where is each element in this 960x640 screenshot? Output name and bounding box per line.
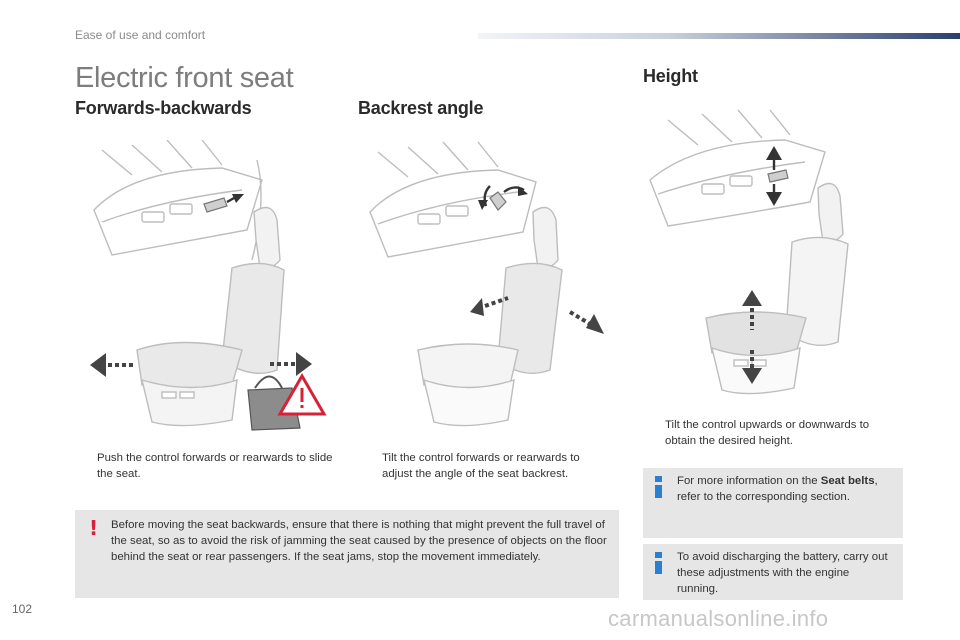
instruction-text: Tilt the control forwards or rearwards to adjust the angle of the seat backrest. <box>382 452 580 480</box>
instruction-backrest-angle <box>360 450 610 482</box>
control-switch <box>490 192 506 210</box>
info-icon <box>655 552 662 574</box>
control-switch <box>204 198 227 212</box>
full-seat <box>418 208 562 426</box>
instruction-text: Tilt the control upwards or downwards to obtain the desired height. <box>665 419 870 447</box>
heading-height: Height <box>643 66 698 86</box>
instruction-text: Push the control forwards or rearwards to slide the seat. <box>97 452 333 480</box>
info-text-bold: Seat belts <box>820 475 875 487</box>
page-number: 102 <box>12 602 33 616</box>
info-note-seat-belts <box>643 468 903 538</box>
full-seat <box>706 184 848 394</box>
info-text-prefix: For more information on the <box>677 475 821 487</box>
watermark: carmanualsonline.info <box>608 606 829 631</box>
forwards-backwards-illustration <box>72 140 342 440</box>
header-rule <box>478 33 960 39</box>
heading-backrest-angle: Backrest angle <box>358 98 484 118</box>
height-illustration <box>640 108 940 408</box>
warning-exclamation-icon: ! <box>89 516 99 540</box>
warning-text: Before moving the seat backwards, ensure that there is nothing that might prevent the full travel of the seat, so as to avoid the risk of jamming the seat caused by the presence of objects on the floor behind the seat or rear passengers. If the seat jams, stop the movement immediately. <box>111 519 607 563</box>
section-header: Ease of use and comfort <box>75 28 206 42</box>
seat-side-closeup <box>370 142 536 257</box>
arrow-icon <box>227 194 244 203</box>
page-title: Electric front seat <box>75 62 294 94</box>
instruction-forwards-backwards <box>75 450 335 482</box>
info-icon <box>655 476 662 498</box>
info-note-battery <box>643 544 903 600</box>
seat-side-closeup <box>650 110 825 226</box>
control-switch <box>768 170 788 182</box>
heading-forwards-backwards: Forwards-backwards <box>75 98 252 118</box>
warning-note <box>75 510 619 598</box>
info-text: To avoid discharging the battery, carry out these adjustments with the engine running. <box>677 551 888 595</box>
backrest-angle-illustration <box>358 140 618 440</box>
info-text-suffix: , refer to the corresponding section. <box>677 475 878 503</box>
instruction-height <box>643 417 903 449</box>
